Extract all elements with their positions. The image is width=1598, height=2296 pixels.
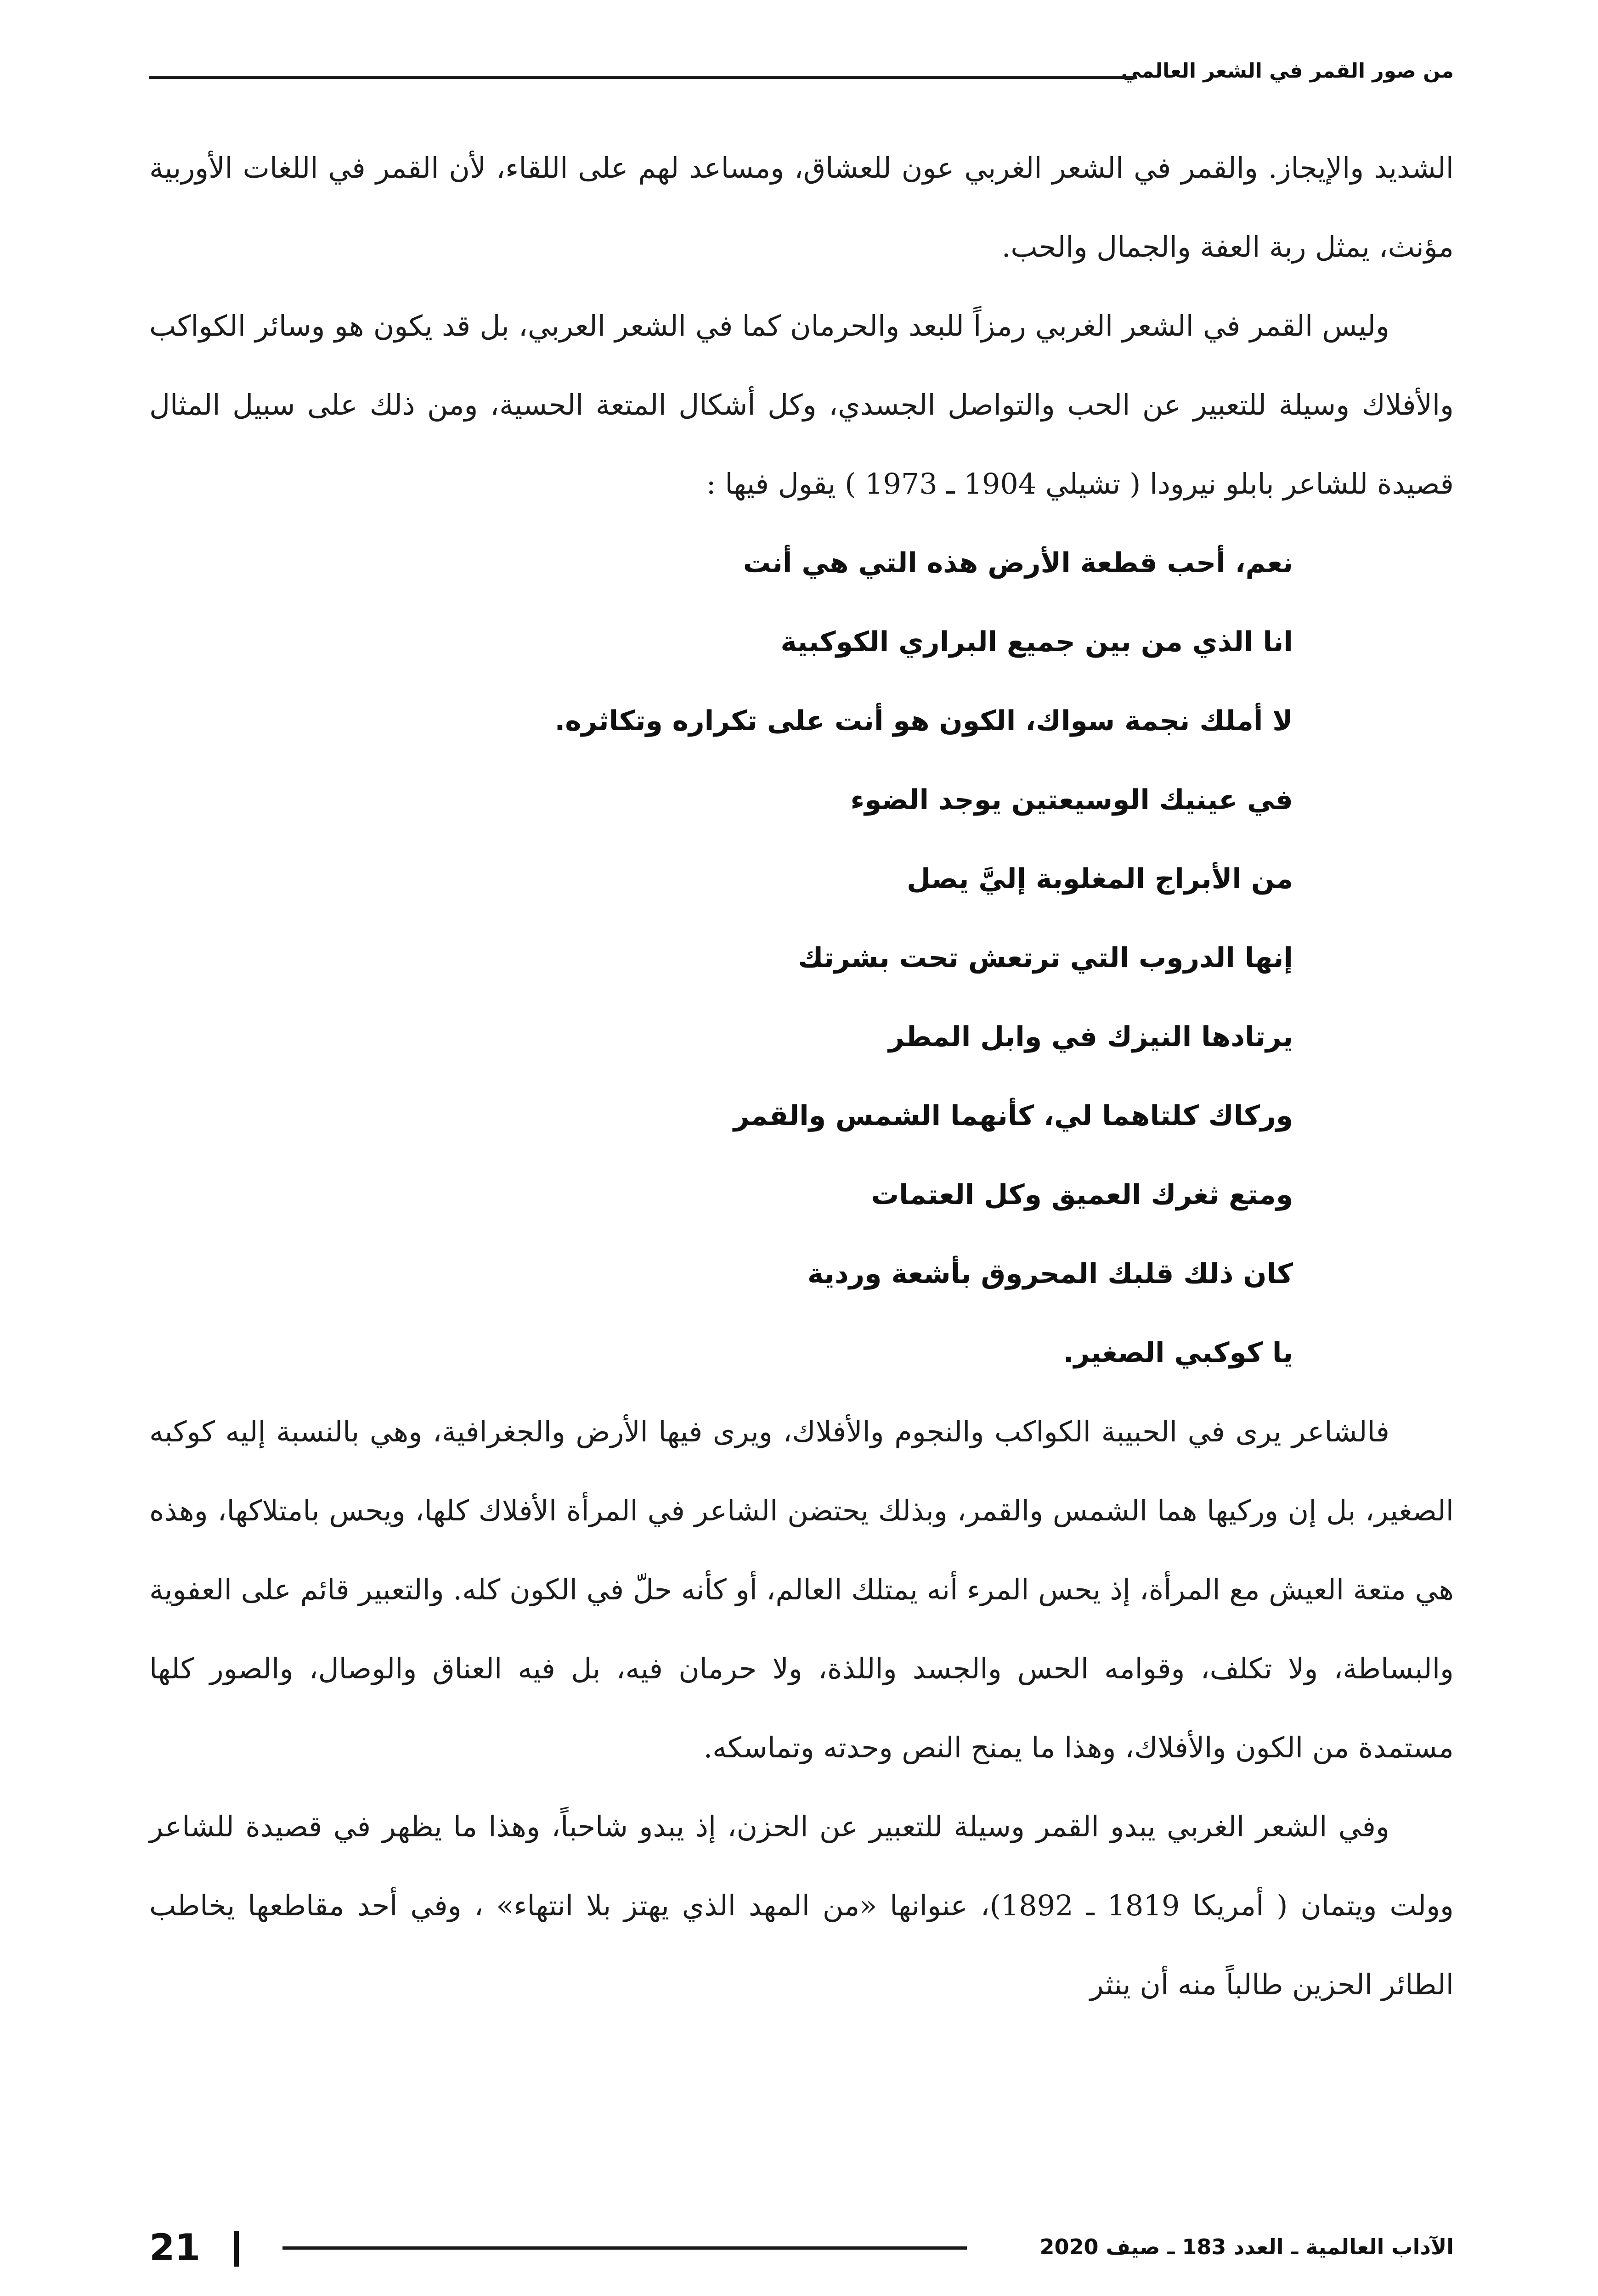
poem-line: لا أملك نجمة سواك، الكون هو أنت على تكراره وتكاثره. <box>554 705 1293 737</box>
page-footer <box>149 2223 1454 2273</box>
paragraph-2: وليس القمر في الشعر الغربي رمزاً للبعد والحرمان كما في الشعر العربي، بل قد يكون هو وسائر الكواكب والأفلاك وسيلة للتعبير عن الحب والتواصل الجسدي، وكل أشكال المتعة الحسية، ومن ذلك على سبيل المثال قصيدة للشاعر بابلو نيرودا ( تشيلي 1904 ـ 1973 ) يقول فيها : <box>149 309 1454 501</box>
paragraph-4: وفي الشعر الغربي يبدو القمر وسيلة للتعبير عن الحزن، إذ يبدو شاحباً، وهذا ما يظهر في قصيدة للشاعر وولت ويتمان ( أمريكا 1819 ـ 1892)، عنوانها «من المهد الذي يهتز بلا انتهاء» ، وفي أحد مقاطعها يخاطب الطائر الحزين طالباً منه أن ينثر <box>149 1810 1454 2001</box>
poem-line: كان ذلك قلبك المحروق بأشعة وردية <box>807 1258 1293 1290</box>
poem-line: يا كوكبي الصغير. <box>1063 1337 1293 1369</box>
poem-line: إنها الدروب التي ترتعش تحت بشرتك <box>798 942 1293 974</box>
poem-line: في عينيك الوسيعتين يوجد الضوء <box>850 784 1293 816</box>
footer-rule <box>282 2246 967 2250</box>
poem-quote <box>149 523 1293 1392</box>
journal-issue-label: الآداب العالمية ـ العدد 183 ـ صيف 2020 <box>1039 2234 1454 2259</box>
running-header <box>149 53 1454 94</box>
paragraph-1: الشديد والإيجاز. والقمر في الشعر الغربي عون للعشاق، ومساعد لهم على اللقاء، لأن القمر في اللغات الأوربية مؤنث، يمثل ربة العفة والجمال والحب. <box>149 151 1454 264</box>
poem-line: انا الذي من بين جميع البراري الكوكبية <box>780 626 1293 658</box>
header-rule <box>149 76 1137 79</box>
poem-line: من الأبراج المغلوبة إليَّ يصل <box>907 863 1293 895</box>
poem-line: نعم، أحب قطعة الأرض هذه التي هي أنت <box>743 547 1293 579</box>
running-title: من صور القمر في الشعر العالمي <box>1121 59 1454 83</box>
article-body <box>149 129 1454 2024</box>
page-number: 21 <box>149 2226 201 2269</box>
poem-line: يرتادها النيزك في وابل المطر <box>888 1021 1293 1053</box>
poem-line: ومتع ثغرك العميق وكل العتمات <box>871 1179 1293 1211</box>
footer-separator <box>234 2231 239 2267</box>
poem-line: وركاك كلتاهما لي، كأنهما الشمس والقمر <box>733 1100 1293 1132</box>
paragraph-3: فالشاعر يرى في الحبيبة الكواكب والنجوم والأفلاك، ويرى فيها الأرض والجغرافية، وهي بالنسبة إليه كوكبه الصغير، بل إن وركيها هما الشمس والقمر، وبذلك يحتضن الشاعر في المرأة الأفلاك كلها، ويحس بامتلاكها، وهذه هي متعة العيش مع المرأة، إذ يحس المرء أنه يمتلك العالم، أو كأنه حلّ في الكون كله. والتعبير قائم على العفوية والبساطة، ولا تكلف، وقوامه الحس والجسد واللذة، ولا حرمان فيه، بل فيه العناق والوصال، والصور كلها مستمدة من الكون والأفلاك، وهذا ما يمنح النص وحدته وتماسكه. <box>149 1415 1454 1764</box>
